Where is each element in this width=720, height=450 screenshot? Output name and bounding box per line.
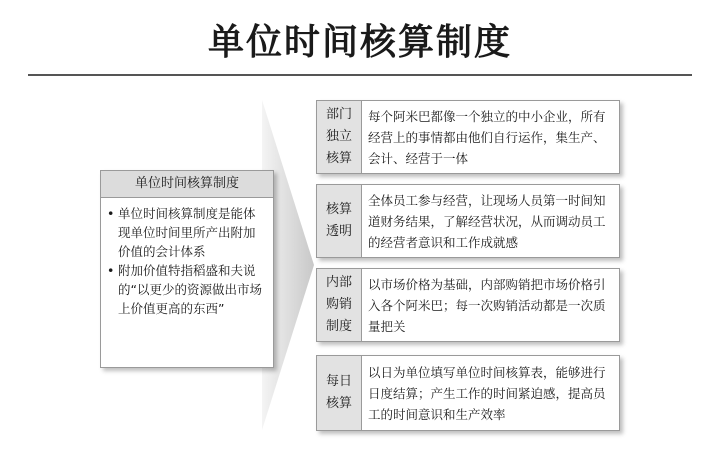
row-internal-trading: [316, 268, 620, 342]
title-divider: [28, 74, 692, 76]
bullet-dot-icon: •: [107, 263, 115, 278]
definition-card: [100, 170, 274, 368]
row-label: 核算透明: [317, 185, 362, 257]
row-description: 全体员工参与经营，让现场人员第一时间知道财务结果，了解经营状况，从而调动员工的经营者意识和工作成就感: [368, 192, 606, 250]
definition-bullet-text: 附加价值特指稻盛和夫说的“以更少的资源做出市场上价值更高的东西”: [118, 263, 262, 316]
row-label: 每日核算: [317, 356, 362, 430]
definition-card-body: [101, 198, 273, 318]
row-daily-accounting: [316, 355, 620, 431]
row-transparent-accounting: [316, 184, 620, 258]
definition-bullet: [107, 261, 267, 318]
page-title: 单位时间核算制度: [207, 22, 512, 63]
row-description: 每个阿米巴都像一个独立的中小企业，所有经营上的事情都由他们自行运作，集生产、会计、经营于一体: [368, 108, 606, 166]
definition-bullet: [107, 204, 267, 261]
row-description: 以日为单位填写单位时间核算表，能够进行日度结算；产生工作的时间紧迫感，提高员工的时间意识和生产效率: [368, 364, 606, 422]
row-label: 内部购销制度: [317, 269, 362, 341]
row-description: 以市场价格为基础，内部购销把市场价格引入各个阿米巴；每一次购销活动都是一次质量把关: [368, 276, 606, 334]
definition-card-header: 单位时间核算制度: [101, 171, 273, 198]
row-department-accounting: [316, 100, 620, 174]
row-label: 部门独立核算: [317, 101, 362, 173]
definition-bullet-text: 单位时间核算制度是能体现单位时间里所产出附加价值的会计体系: [118, 206, 256, 259]
bullet-dot-icon: •: [107, 206, 115, 221]
